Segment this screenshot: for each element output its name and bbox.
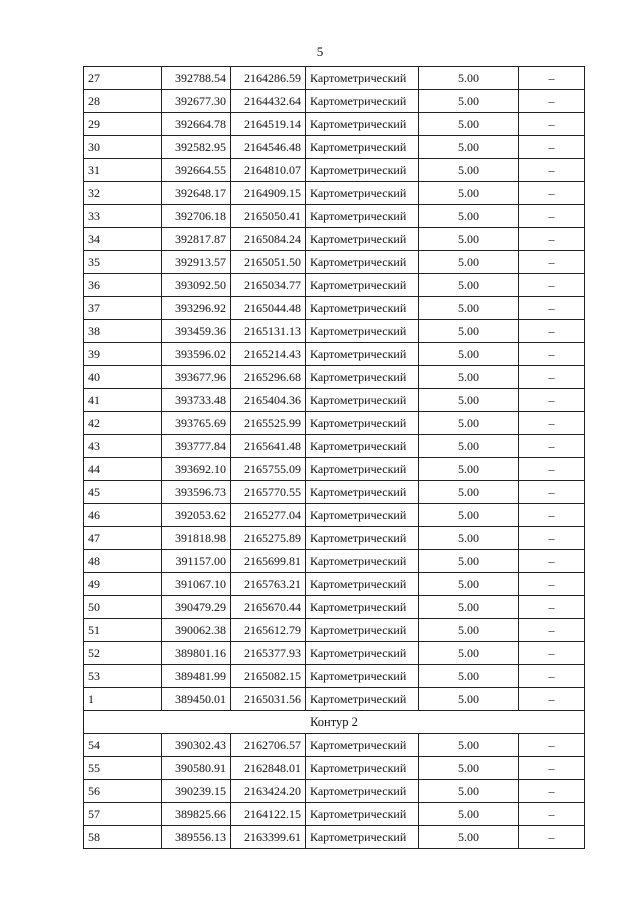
point-number-cell: 38 — [84, 320, 162, 343]
point-number-cell: 49 — [84, 573, 162, 596]
note-cell: – — [519, 251, 585, 274]
y-coordinate-cell: 2164286.59 — [231, 67, 306, 90]
method-cell: Картометрический — [306, 527, 419, 550]
method-cell: Картометрический — [306, 251, 419, 274]
y-coordinate-cell: 2165050.41 — [231, 205, 306, 228]
accuracy-cell: 5.00 — [419, 228, 519, 251]
point-number-cell: 50 — [84, 596, 162, 619]
y-coordinate-cell: 2165763.21 — [231, 573, 306, 596]
note-cell: – — [519, 642, 585, 665]
table-row — [84, 481, 585, 504]
table-row — [84, 642, 585, 665]
note-cell: – — [519, 757, 585, 780]
point-number-cell: 30 — [84, 136, 162, 159]
note-cell: – — [519, 205, 585, 228]
point-number-cell: 53 — [84, 665, 162, 688]
accuracy-cell: 5.00 — [419, 504, 519, 527]
table-row — [84, 780, 585, 803]
table-row — [84, 826, 585, 849]
point-number-cell: 28 — [84, 90, 162, 113]
method-cell: Картометрический — [306, 343, 419, 366]
coordinates-table-body — [84, 67, 585, 849]
y-coordinate-cell: 2163399.61 — [231, 826, 306, 849]
x-coordinate-cell: 393733.48 — [162, 389, 231, 412]
method-cell: Картометрический — [306, 320, 419, 343]
table-row — [84, 113, 585, 136]
point-number-cell: 39 — [84, 343, 162, 366]
table-row — [84, 366, 585, 389]
x-coordinate-cell: 392788.54 — [162, 67, 231, 90]
accuracy-cell: 5.00 — [419, 573, 519, 596]
y-coordinate-cell: 2165641.48 — [231, 435, 306, 458]
table-row — [84, 573, 585, 596]
point-number-cell: 34 — [84, 228, 162, 251]
y-coordinate-cell: 2164122.15 — [231, 803, 306, 826]
accuracy-cell: 5.00 — [419, 596, 519, 619]
accuracy-cell: 5.00 — [419, 757, 519, 780]
y-coordinate-cell: 2164810.07 — [231, 159, 306, 182]
point-number-cell: 29 — [84, 113, 162, 136]
table-row — [84, 205, 585, 228]
x-coordinate-cell: 389481.99 — [162, 665, 231, 688]
method-cell: Картометрический — [306, 619, 419, 642]
note-cell: – — [519, 412, 585, 435]
point-number-cell: 46 — [84, 504, 162, 527]
accuracy-cell: 5.00 — [419, 826, 519, 849]
table-row — [84, 67, 585, 90]
x-coordinate-cell: 389556.13 — [162, 826, 231, 849]
y-coordinate-cell: 2165214.43 — [231, 343, 306, 366]
note-cell: – — [519, 573, 585, 596]
note-cell: – — [519, 90, 585, 113]
table-row — [84, 251, 585, 274]
x-coordinate-cell: 389450.01 — [162, 688, 231, 711]
note-cell: – — [519, 688, 585, 711]
method-cell: Картометрический — [306, 389, 419, 412]
note-cell: – — [519, 113, 585, 136]
note-cell: – — [519, 228, 585, 251]
accuracy-cell: 5.00 — [419, 458, 519, 481]
table-row — [84, 458, 585, 481]
method-cell: Картометрический — [306, 458, 419, 481]
accuracy-cell: 5.00 — [419, 343, 519, 366]
x-coordinate-cell: 393692.10 — [162, 458, 231, 481]
point-number-cell: 31 — [84, 159, 162, 182]
method-cell: Картометрический — [306, 734, 419, 757]
point-number-cell: 48 — [84, 550, 162, 573]
table-row — [84, 435, 585, 458]
accuracy-cell: 5.00 — [419, 527, 519, 550]
accuracy-cell: 5.00 — [419, 251, 519, 274]
accuracy-cell: 5.00 — [419, 803, 519, 826]
y-coordinate-cell: 2164432.64 — [231, 90, 306, 113]
point-number-cell: 32 — [84, 182, 162, 205]
accuracy-cell: 5.00 — [419, 366, 519, 389]
x-coordinate-cell: 392706.18 — [162, 205, 231, 228]
x-coordinate-cell: 391818.98 — [162, 527, 231, 550]
accuracy-cell: 5.00 — [419, 205, 519, 228]
point-number-cell: 51 — [84, 619, 162, 642]
x-coordinate-cell: 393459.36 — [162, 320, 231, 343]
point-number-cell: 37 — [84, 297, 162, 320]
x-coordinate-cell: 393596.73 — [162, 481, 231, 504]
method-cell: Картометрический — [306, 481, 419, 504]
note-cell: – — [519, 389, 585, 412]
point-number-cell: 54 — [84, 734, 162, 757]
x-coordinate-cell: 393765.69 — [162, 412, 231, 435]
y-coordinate-cell: 2165031.56 — [231, 688, 306, 711]
point-number-cell: 35 — [84, 251, 162, 274]
accuracy-cell: 5.00 — [419, 159, 519, 182]
note-cell: – — [519, 435, 585, 458]
method-cell: Картометрический — [306, 366, 419, 389]
note-cell: – — [519, 297, 585, 320]
note-cell: – — [519, 458, 585, 481]
table-row — [84, 596, 585, 619]
x-coordinate-cell: 390062.38 — [162, 619, 231, 642]
x-coordinate-cell: 393296.92 — [162, 297, 231, 320]
y-coordinate-cell: 2163424.20 — [231, 780, 306, 803]
point-number-cell: 45 — [84, 481, 162, 504]
method-cell: Картометрический — [306, 665, 419, 688]
table-row — [84, 412, 585, 435]
x-coordinate-cell: 393777.84 — [162, 435, 231, 458]
accuracy-cell: 5.00 — [419, 734, 519, 757]
method-cell: Картометрический — [306, 504, 419, 527]
point-number-cell: 1 — [84, 688, 162, 711]
y-coordinate-cell: 2165770.55 — [231, 481, 306, 504]
contour-label: Контур 2 — [84, 711, 585, 734]
method-cell: Картометрический — [306, 182, 419, 205]
accuracy-cell: 5.00 — [419, 67, 519, 90]
method-cell: Картометрический — [306, 205, 419, 228]
note-cell: – — [519, 803, 585, 826]
point-number-cell: 47 — [84, 527, 162, 550]
contour-header-row — [84, 711, 585, 734]
x-coordinate-cell: 392648.17 — [162, 182, 231, 205]
note-cell: – — [519, 182, 585, 205]
y-coordinate-cell: 2165044.48 — [231, 297, 306, 320]
accuracy-cell: 5.00 — [419, 274, 519, 297]
table-row — [84, 159, 585, 182]
note-cell: – — [519, 343, 585, 366]
method-cell: Картометрический — [306, 550, 419, 573]
note-cell: – — [519, 320, 585, 343]
point-number-cell: 36 — [84, 274, 162, 297]
y-coordinate-cell: 2165051.50 — [231, 251, 306, 274]
method-cell: Картометрический — [306, 826, 419, 849]
y-coordinate-cell: 2165275.89 — [231, 527, 306, 550]
accuracy-cell: 5.00 — [419, 619, 519, 642]
accuracy-cell: 5.00 — [419, 389, 519, 412]
y-coordinate-cell: 2165131.13 — [231, 320, 306, 343]
accuracy-cell: 5.00 — [419, 297, 519, 320]
table-row — [84, 527, 585, 550]
table-row — [84, 734, 585, 757]
method-cell: Картометрический — [306, 688, 419, 711]
point-number-cell: 27 — [84, 67, 162, 90]
y-coordinate-cell: 2165277.04 — [231, 504, 306, 527]
x-coordinate-cell: 390302.43 — [162, 734, 231, 757]
x-coordinate-cell: 393596.02 — [162, 343, 231, 366]
note-cell: – — [519, 67, 585, 90]
accuracy-cell: 5.00 — [419, 550, 519, 573]
note-cell: – — [519, 274, 585, 297]
y-coordinate-cell: 2165296.68 — [231, 366, 306, 389]
x-coordinate-cell: 389801.16 — [162, 642, 231, 665]
method-cell: Картометрический — [306, 67, 419, 90]
accuracy-cell: 5.00 — [419, 90, 519, 113]
note-cell: – — [519, 504, 585, 527]
y-coordinate-cell: 2162706.57 — [231, 734, 306, 757]
point-number-cell: 41 — [84, 389, 162, 412]
table-row — [84, 274, 585, 297]
table-row — [84, 803, 585, 826]
point-number-cell: 56 — [84, 780, 162, 803]
table-row — [84, 297, 585, 320]
page-number: 5 — [316, 44, 324, 59]
table-row — [84, 688, 585, 711]
accuracy-cell: 5.00 — [419, 320, 519, 343]
method-cell: Картометрический — [306, 412, 419, 435]
note-cell: – — [519, 550, 585, 573]
method-cell: Картометрический — [306, 136, 419, 159]
coordinates-table — [83, 66, 585, 849]
x-coordinate-cell: 393092.50 — [162, 274, 231, 297]
table-row — [84, 90, 585, 113]
accuracy-cell: 5.00 — [419, 688, 519, 711]
y-coordinate-cell: 2164909.15 — [231, 182, 306, 205]
x-coordinate-cell: 390580.91 — [162, 757, 231, 780]
x-coordinate-cell: 390479.29 — [162, 596, 231, 619]
point-number-cell: 42 — [84, 412, 162, 435]
method-cell: Картометрический — [306, 228, 419, 251]
method-cell: Картометрический — [306, 596, 419, 619]
note-cell: – — [519, 665, 585, 688]
x-coordinate-cell: 392664.78 — [162, 113, 231, 136]
x-coordinate-cell: 391157.00 — [162, 550, 231, 573]
y-coordinate-cell: 2165670.44 — [231, 596, 306, 619]
note-cell: – — [519, 481, 585, 504]
x-coordinate-cell: 392817.87 — [162, 228, 231, 251]
accuracy-cell: 5.00 — [419, 481, 519, 504]
y-coordinate-cell: 2165612.79 — [231, 619, 306, 642]
x-coordinate-cell: 391067.10 — [162, 573, 231, 596]
y-coordinate-cell: 2165377.93 — [231, 642, 306, 665]
note-cell: – — [519, 136, 585, 159]
point-number-cell: 55 — [84, 757, 162, 780]
point-number-cell: 33 — [84, 205, 162, 228]
accuracy-cell: 5.00 — [419, 435, 519, 458]
x-coordinate-cell: 392053.62 — [162, 504, 231, 527]
y-coordinate-cell: 2165525.99 — [231, 412, 306, 435]
method-cell: Картометрический — [306, 780, 419, 803]
accuracy-cell: 5.00 — [419, 113, 519, 136]
method-cell: Картометрический — [306, 757, 419, 780]
y-coordinate-cell: 2162848.01 — [231, 757, 306, 780]
table-row — [84, 619, 585, 642]
note-cell: – — [519, 826, 585, 849]
note-cell: – — [519, 596, 585, 619]
accuracy-cell: 5.00 — [419, 642, 519, 665]
y-coordinate-cell: 2165084.24 — [231, 228, 306, 251]
y-coordinate-cell: 2165034.77 — [231, 274, 306, 297]
accuracy-cell: 5.00 — [419, 780, 519, 803]
accuracy-cell: 5.00 — [419, 412, 519, 435]
point-number-cell: 58 — [84, 826, 162, 849]
note-cell: – — [519, 734, 585, 757]
point-number-cell: 44 — [84, 458, 162, 481]
accuracy-cell: 5.00 — [419, 182, 519, 205]
y-coordinate-cell: 2164546.48 — [231, 136, 306, 159]
x-coordinate-cell: 392913.57 — [162, 251, 231, 274]
x-coordinate-cell: 389825.66 — [162, 803, 231, 826]
point-number-cell: 57 — [84, 803, 162, 826]
y-coordinate-cell: 2165699.81 — [231, 550, 306, 573]
method-cell: Картометрический — [306, 159, 419, 182]
table-row — [84, 389, 585, 412]
table-row — [84, 550, 585, 573]
y-coordinate-cell: 2164519.14 — [231, 113, 306, 136]
note-cell: – — [519, 619, 585, 642]
point-number-cell: 40 — [84, 366, 162, 389]
method-cell: Картометрический — [306, 274, 419, 297]
y-coordinate-cell: 2165755.09 — [231, 458, 306, 481]
note-cell: – — [519, 366, 585, 389]
note-cell: – — [519, 159, 585, 182]
accuracy-cell: 5.00 — [419, 665, 519, 688]
table-row — [84, 343, 585, 366]
method-cell: Картометрический — [306, 642, 419, 665]
table-row — [84, 504, 585, 527]
point-number-cell: 43 — [84, 435, 162, 458]
x-coordinate-cell: 393677.96 — [162, 366, 231, 389]
table-row — [84, 757, 585, 780]
method-cell: Картометрический — [306, 90, 419, 113]
x-coordinate-cell: 392664.55 — [162, 159, 231, 182]
method-cell: Картометрический — [306, 113, 419, 136]
method-cell: Картометрический — [306, 573, 419, 596]
x-coordinate-cell: 392677.30 — [162, 90, 231, 113]
method-cell: Картометрический — [306, 803, 419, 826]
accuracy-cell: 5.00 — [419, 136, 519, 159]
y-coordinate-cell: 2165082.15 — [231, 665, 306, 688]
x-coordinate-cell: 392582.95 — [162, 136, 231, 159]
method-cell: Картометрический — [306, 435, 419, 458]
y-coordinate-cell: 2165404.36 — [231, 389, 306, 412]
table-row — [84, 320, 585, 343]
method-cell: Картометрический — [306, 297, 419, 320]
table-row — [84, 136, 585, 159]
table-row — [84, 665, 585, 688]
table-row — [84, 182, 585, 205]
note-cell: – — [519, 780, 585, 803]
x-coordinate-cell: 390239.15 — [162, 780, 231, 803]
table-row — [84, 228, 585, 251]
note-cell: – — [519, 527, 585, 550]
point-number-cell: 52 — [84, 642, 162, 665]
